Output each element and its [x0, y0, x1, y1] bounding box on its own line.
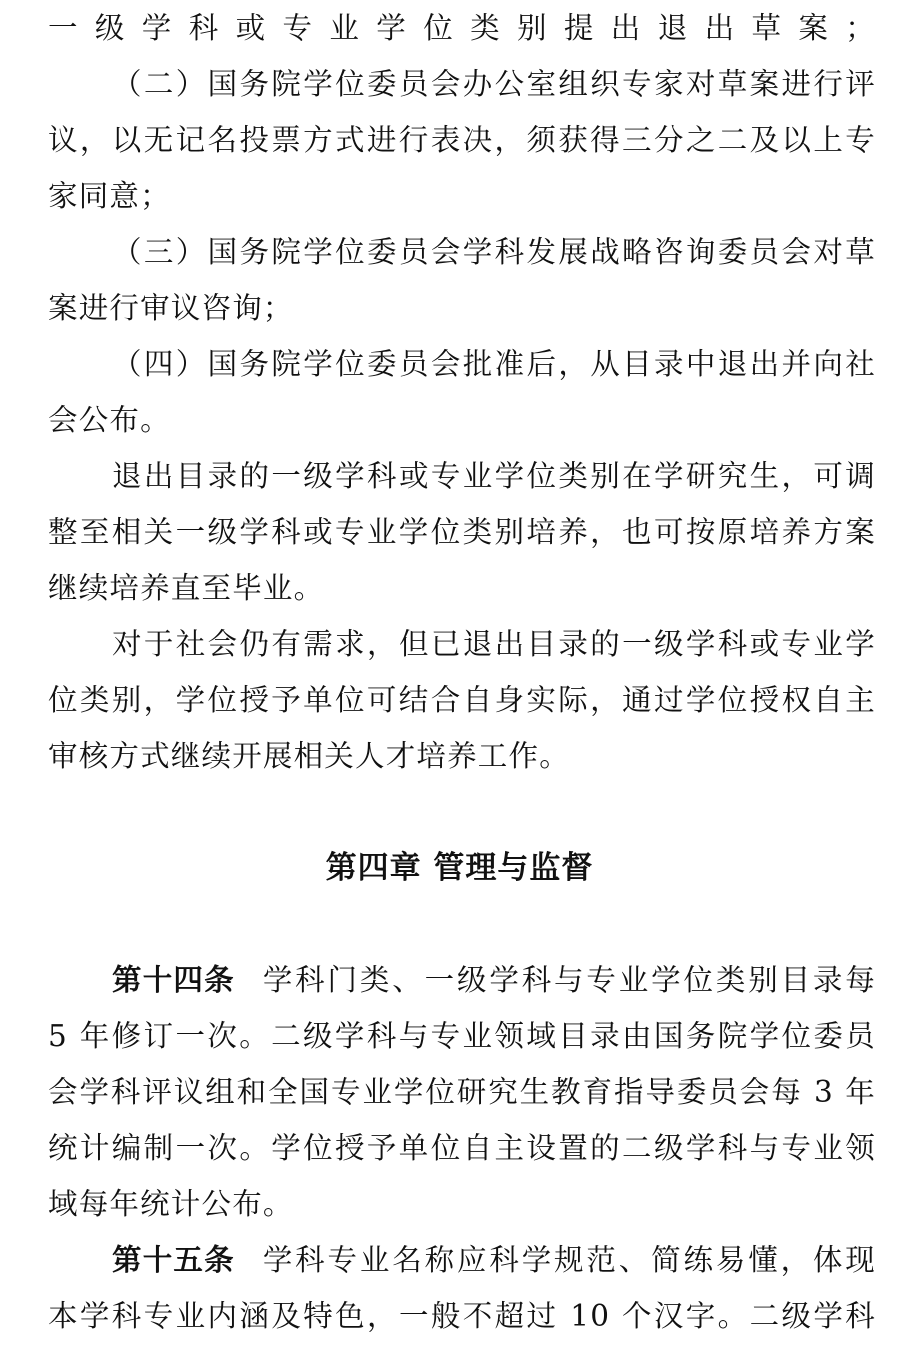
paragraph-line: 整至相关一级学科或专业学位类别培养，也可按原培养方案	[48, 515, 876, 549]
article-first-line	[112, 1240, 876, 1280]
paragraph-line: （三）国务院学位委员会学科发展战略咨询委员会对草	[112, 235, 876, 269]
paragraph-line: 域每年统计公布。	[48, 1187, 294, 1221]
paragraph-line: 一级学科或专业学位类别提出退出草案；	[48, 11, 876, 45]
paragraph-line: 本学科专业内涵及特色，一般不超过 10 个汉字。二级学科	[48, 1299, 876, 1333]
paragraph-line: 审核方式继续开展相关人才培养工作。	[48, 739, 570, 773]
paragraph-line: 家同意；	[48, 179, 171, 213]
article-text: 学科专业名称应科学规范、简练易懂，体现	[262, 1243, 876, 1277]
paragraph-line: 案进行审议咨询；	[48, 291, 294, 325]
paragraph-line: 退出目录的一级学科或专业学位类别在学研究生，可调	[112, 459, 876, 493]
article-label: 第十四条	[112, 963, 235, 997]
paragraph-line: 统计编制一次。学位授予单位自主设置的二级学科与专业领	[48, 1131, 876, 1165]
paragraph-line: 会学科评议组和全国专业学位研究生教育指导委员会每 3 年	[48, 1075, 876, 1109]
paragraph-line: （四）国务院学位委员会批准后，从目录中退出并向社	[112, 347, 876, 381]
paragraph-line: 对于社会仍有需求，但已退出目录的一级学科或专业学	[112, 627, 876, 661]
paragraph-line: 继续培养直至毕业。	[48, 571, 325, 605]
chapter-title: 第四章 管理与监督	[325, 850, 594, 886]
article-label: 第十五条	[112, 1243, 235, 1277]
paragraph-line: （二）国务院学位委员会办公室组织专家对草案进行评	[112, 67, 876, 101]
paragraph-line: 位类别，学位授予单位可结合自身实际，通过学位授权自主	[48, 683, 876, 717]
paragraph-line: 会公布。	[48, 403, 171, 437]
article-first-line	[112, 960, 876, 1000]
paragraph-line: 议，以无记名投票方式进行表决，须获得三分之二及以上专	[48, 123, 876, 157]
paragraph-line: 5 年修订一次。二级学科与专业领域目录由国务院学位委员	[48, 1019, 876, 1053]
article-text: 学科门类、一级学科与专业学位类别目录每	[262, 963, 876, 997]
